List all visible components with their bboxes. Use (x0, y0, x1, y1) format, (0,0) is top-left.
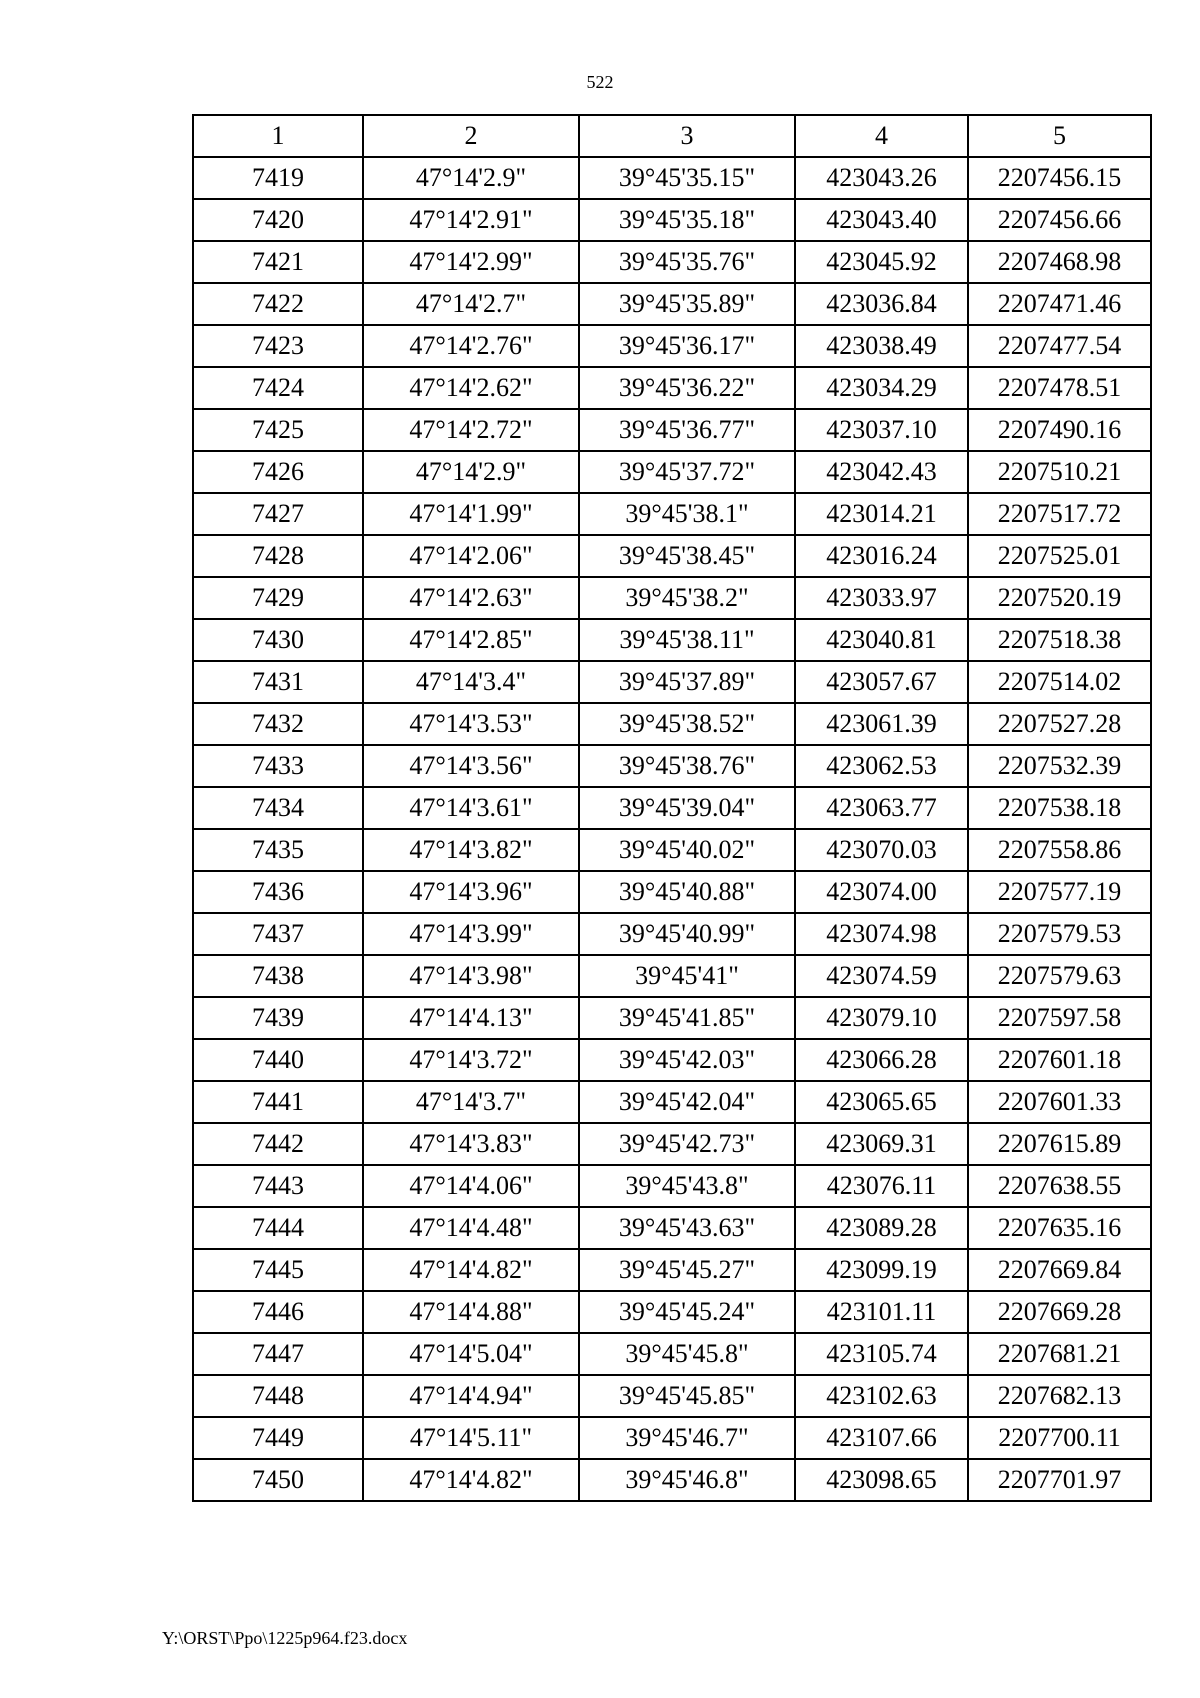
y-coordinate-cell: 2207597.58 (968, 997, 1151, 1039)
table-row (193, 199, 1151, 241)
x-coordinate-cell: 423034.29 (795, 367, 968, 409)
latitude-cell: 47°14'2.63" (363, 577, 579, 619)
x-coordinate-cell: 423043.26 (795, 157, 968, 199)
point-number-cell: 7443 (193, 1165, 363, 1207)
latitude-cell: 47°14'3.82" (363, 829, 579, 871)
y-coordinate-cell: 2207682.13 (968, 1375, 1151, 1417)
longitude-cell: 39°45'46.8" (579, 1459, 795, 1501)
table-row (193, 451, 1151, 493)
point-number-cell: 7431 (193, 661, 363, 703)
latitude-cell: 47°14'3.53" (363, 703, 579, 745)
table-row (193, 409, 1151, 451)
longitude-cell: 39°45'43.63" (579, 1207, 795, 1249)
x-coordinate-cell: 423098.65 (795, 1459, 968, 1501)
longitude-cell: 39°45'38.76" (579, 745, 795, 787)
x-coordinate-cell: 423099.19 (795, 1249, 968, 1291)
table-row (193, 703, 1151, 745)
table-row (193, 871, 1151, 913)
y-coordinate-cell: 2207579.63 (968, 955, 1151, 997)
table-row (193, 1039, 1151, 1081)
longitude-cell: 39°45'35.89" (579, 283, 795, 325)
latitude-cell: 47°14'2.62" (363, 367, 579, 409)
longitude-cell: 39°45'42.73" (579, 1123, 795, 1165)
x-coordinate-cell: 423014.21 (795, 493, 968, 535)
latitude-cell: 47°14'3.96" (363, 871, 579, 913)
y-coordinate-cell: 2207518.38 (968, 619, 1151, 661)
table-row (193, 1417, 1151, 1459)
y-coordinate-cell: 2207669.28 (968, 1291, 1151, 1333)
table-body (193, 157, 1151, 1501)
y-coordinate-cell: 2207601.33 (968, 1081, 1151, 1123)
latitude-cell: 47°14'2.7" (363, 283, 579, 325)
longitude-cell: 39°45'40.88" (579, 871, 795, 913)
latitude-cell: 47°14'2.91" (363, 199, 579, 241)
latitude-cell: 47°14'2.06" (363, 535, 579, 577)
latitude-cell: 47°14'3.4" (363, 661, 579, 703)
y-coordinate-cell: 2207579.53 (968, 913, 1151, 955)
longitude-cell: 39°45'43.8" (579, 1165, 795, 1207)
table-row (193, 619, 1151, 661)
latitude-cell: 47°14'4.06" (363, 1165, 579, 1207)
coordinates-table (192, 114, 1152, 1502)
point-number-cell: 7427 (193, 493, 363, 535)
table-row (193, 955, 1151, 997)
longitude-cell: 39°45'45.85" (579, 1375, 795, 1417)
table-row (193, 493, 1151, 535)
x-coordinate-cell: 423101.11 (795, 1291, 968, 1333)
x-coordinate-cell: 423107.66 (795, 1417, 968, 1459)
y-coordinate-cell: 2207701.97 (968, 1459, 1151, 1501)
point-number-cell: 7447 (193, 1333, 363, 1375)
point-number-cell: 7434 (193, 787, 363, 829)
y-coordinate-cell: 2207477.54 (968, 325, 1151, 367)
latitude-cell: 47°14'4.82" (363, 1249, 579, 1291)
x-coordinate-cell: 423038.49 (795, 325, 968, 367)
table-row (193, 1207, 1151, 1249)
y-coordinate-cell: 2207456.66 (968, 199, 1151, 241)
y-coordinate-cell: 2207517.72 (968, 493, 1151, 535)
latitude-cell: 47°14'3.72" (363, 1039, 579, 1081)
latitude-cell: 47°14'5.11" (363, 1417, 579, 1459)
point-number-cell: 7442 (193, 1123, 363, 1165)
table-row (193, 745, 1151, 787)
point-number-cell: 7440 (193, 1039, 363, 1081)
longitude-cell: 39°45'40.02" (579, 829, 795, 871)
table-row (193, 913, 1151, 955)
longitude-cell: 39°45'38.2" (579, 577, 795, 619)
latitude-cell: 47°14'2.85" (363, 619, 579, 661)
point-number-cell: 7444 (193, 1207, 363, 1249)
longitude-cell: 39°45'36.22" (579, 367, 795, 409)
latitude-cell: 47°14'2.72" (363, 409, 579, 451)
table-row (193, 1333, 1151, 1375)
table-row (193, 1165, 1151, 1207)
point-number-cell: 7436 (193, 871, 363, 913)
longitude-cell: 39°45'41" (579, 955, 795, 997)
file-path: Y:\ORST\Ppo\1225p964.f23.docx (162, 1628, 408, 1648)
column-header: 5 (968, 115, 1151, 157)
page-number: 522 (586, 72, 614, 92)
y-coordinate-cell: 2207468.98 (968, 241, 1151, 283)
x-coordinate-cell: 423042.43 (795, 451, 968, 493)
y-coordinate-cell: 2207510.21 (968, 451, 1151, 493)
longitude-cell: 39°45'45.8" (579, 1333, 795, 1375)
point-number-cell: 7433 (193, 745, 363, 787)
table-row (193, 1459, 1151, 1501)
table-row (193, 1249, 1151, 1291)
x-coordinate-cell: 423074.98 (795, 913, 968, 955)
x-coordinate-cell: 423045.92 (795, 241, 968, 283)
x-coordinate-cell: 423057.67 (795, 661, 968, 703)
longitude-cell: 39°45'37.89" (579, 661, 795, 703)
point-number-cell: 7450 (193, 1459, 363, 1501)
point-number-cell: 7429 (193, 577, 363, 619)
y-coordinate-cell: 2207520.19 (968, 577, 1151, 619)
longitude-cell: 39°45'35.76" (579, 241, 795, 283)
x-coordinate-cell: 423079.10 (795, 997, 968, 1039)
x-coordinate-cell: 423040.81 (795, 619, 968, 661)
y-coordinate-cell: 2207538.18 (968, 787, 1151, 829)
point-number-cell: 7441 (193, 1081, 363, 1123)
y-coordinate-cell: 2207601.18 (968, 1039, 1151, 1081)
table-row (193, 997, 1151, 1039)
latitude-cell: 47°14'3.7" (363, 1081, 579, 1123)
latitude-cell: 47°14'4.94" (363, 1375, 579, 1417)
y-coordinate-cell: 2207700.11 (968, 1417, 1151, 1459)
latitude-cell: 47°14'2.99" (363, 241, 579, 283)
longitude-cell: 39°45'45.27" (579, 1249, 795, 1291)
column-header: 3 (579, 115, 795, 157)
longitude-cell: 39°45'46.7" (579, 1417, 795, 1459)
y-coordinate-cell: 2207681.21 (968, 1333, 1151, 1375)
longitude-cell: 39°45'39.04" (579, 787, 795, 829)
latitude-cell: 47°14'4.13" (363, 997, 579, 1039)
point-number-cell: 7425 (193, 409, 363, 451)
point-number-cell: 7421 (193, 241, 363, 283)
point-number-cell: 7428 (193, 535, 363, 577)
point-number-cell: 7446 (193, 1291, 363, 1333)
x-coordinate-cell: 423070.03 (795, 829, 968, 871)
latitude-cell: 47°14'4.48" (363, 1207, 579, 1249)
x-coordinate-cell: 423063.77 (795, 787, 968, 829)
longitude-cell: 39°45'42.03" (579, 1039, 795, 1081)
latitude-cell: 47°14'2.76" (363, 325, 579, 367)
latitude-cell: 47°14'3.99" (363, 913, 579, 955)
latitude-cell: 47°14'4.82" (363, 1459, 579, 1501)
x-coordinate-cell: 423074.00 (795, 871, 968, 913)
x-coordinate-cell: 423043.40 (795, 199, 968, 241)
y-coordinate-cell: 2207490.16 (968, 409, 1151, 451)
y-coordinate-cell: 2207558.86 (968, 829, 1151, 871)
latitude-cell: 47°14'3.98" (363, 955, 579, 997)
point-number-cell: 7435 (193, 829, 363, 871)
point-number-cell: 7445 (193, 1249, 363, 1291)
table-row (193, 325, 1151, 367)
latitude-cell: 47°14'5.04" (363, 1333, 579, 1375)
table-row (193, 1291, 1151, 1333)
table-row (193, 535, 1151, 577)
longitude-cell: 39°45'41.85" (579, 997, 795, 1039)
table-row (193, 283, 1151, 325)
table-row (193, 1123, 1151, 1165)
point-number-cell: 7439 (193, 997, 363, 1039)
y-coordinate-cell: 2207532.39 (968, 745, 1151, 787)
x-coordinate-cell: 423066.28 (795, 1039, 968, 1081)
point-number-cell: 7423 (193, 325, 363, 367)
x-coordinate-cell: 423033.97 (795, 577, 968, 619)
table-row (193, 241, 1151, 283)
latitude-cell: 47°14'3.83" (363, 1123, 579, 1165)
longitude-cell: 39°45'37.72" (579, 451, 795, 493)
column-header: 1 (193, 115, 363, 157)
latitude-cell: 47°14'2.9" (363, 451, 579, 493)
longitude-cell: 39°45'36.17" (579, 325, 795, 367)
y-coordinate-cell: 2207525.01 (968, 535, 1151, 577)
x-coordinate-cell: 423061.39 (795, 703, 968, 745)
longitude-cell: 39°45'38.11" (579, 619, 795, 661)
table-row (193, 367, 1151, 409)
longitude-cell: 39°45'40.99" (579, 913, 795, 955)
table-row (193, 829, 1151, 871)
point-number-cell: 7419 (193, 157, 363, 199)
point-number-cell: 7438 (193, 955, 363, 997)
longitude-cell: 39°45'38.1" (579, 493, 795, 535)
x-coordinate-cell: 423074.59 (795, 955, 968, 997)
x-coordinate-cell: 423089.28 (795, 1207, 968, 1249)
y-coordinate-cell: 2207527.28 (968, 703, 1151, 745)
latitude-cell: 47°14'3.56" (363, 745, 579, 787)
y-coordinate-cell: 2207615.89 (968, 1123, 1151, 1165)
point-number-cell: 7420 (193, 199, 363, 241)
x-coordinate-cell: 423069.31 (795, 1123, 968, 1165)
table-row (193, 1081, 1151, 1123)
point-number-cell: 7430 (193, 619, 363, 661)
longitude-cell: 39°45'35.18" (579, 199, 795, 241)
y-coordinate-cell: 2207638.55 (968, 1165, 1151, 1207)
longitude-cell: 39°45'42.04" (579, 1081, 795, 1123)
x-coordinate-cell: 423036.84 (795, 283, 968, 325)
table-row (193, 577, 1151, 619)
x-coordinate-cell: 423105.74 (795, 1333, 968, 1375)
x-coordinate-cell: 423016.24 (795, 535, 968, 577)
y-coordinate-cell: 2207514.02 (968, 661, 1151, 703)
table-row (193, 787, 1151, 829)
column-header: 2 (363, 115, 579, 157)
longitude-cell: 39°45'35.15" (579, 157, 795, 199)
y-coordinate-cell: 2207635.16 (968, 1207, 1151, 1249)
longitude-cell: 39°45'38.52" (579, 703, 795, 745)
y-coordinate-cell: 2207456.15 (968, 157, 1151, 199)
x-coordinate-cell: 423065.65 (795, 1081, 968, 1123)
latitude-cell: 47°14'1.99" (363, 493, 579, 535)
point-number-cell: 7448 (193, 1375, 363, 1417)
x-coordinate-cell: 423102.63 (795, 1375, 968, 1417)
longitude-cell: 39°45'45.24" (579, 1291, 795, 1333)
x-coordinate-cell: 423037.10 (795, 409, 968, 451)
latitude-cell: 47°14'2.9" (363, 157, 579, 199)
y-coordinate-cell: 2207669.84 (968, 1249, 1151, 1291)
point-number-cell: 7426 (193, 451, 363, 493)
point-number-cell: 7432 (193, 703, 363, 745)
table-row (193, 157, 1151, 199)
point-number-cell: 7422 (193, 283, 363, 325)
y-coordinate-cell: 2207471.46 (968, 283, 1151, 325)
point-number-cell: 7437 (193, 913, 363, 955)
y-coordinate-cell: 2207577.19 (968, 871, 1151, 913)
longitude-cell: 39°45'38.45" (579, 535, 795, 577)
point-number-cell: 7449 (193, 1417, 363, 1459)
table-header-row (193, 115, 1151, 157)
x-coordinate-cell: 423076.11 (795, 1165, 968, 1207)
y-coordinate-cell: 2207478.51 (968, 367, 1151, 409)
longitude-cell: 39°45'36.77" (579, 409, 795, 451)
x-coordinate-cell: 423062.53 (795, 745, 968, 787)
latitude-cell: 47°14'4.88" (363, 1291, 579, 1333)
table-row (193, 661, 1151, 703)
latitude-cell: 47°14'3.61" (363, 787, 579, 829)
table-row (193, 1375, 1151, 1417)
column-header: 4 (795, 115, 968, 157)
point-number-cell: 7424 (193, 367, 363, 409)
